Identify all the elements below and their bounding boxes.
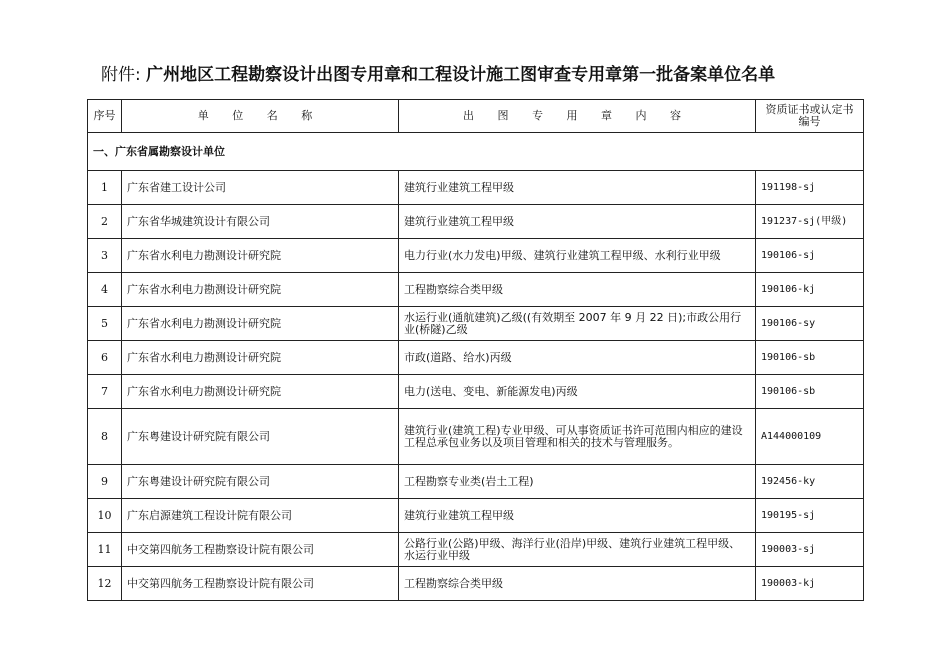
row-seq: 2 <box>88 205 122 239</box>
row-cert-number: 191198-sj <box>756 171 864 205</box>
row-unit-name: 广东启源建筑工程设计院有限公司 <box>122 499 399 533</box>
row-cert-number: 191237-sj(甲级) <box>756 205 864 239</box>
row-seq: 11 <box>88 533 122 567</box>
row-cert-number: 192456-ky <box>756 465 864 499</box>
row-cert-number: 190106-kj <box>756 273 864 307</box>
row-cert-number: 190195-sj <box>756 499 864 533</box>
header-seq: 序号 <box>88 100 122 133</box>
row-unit-name: 中交第四航务工程勘察设计院有限公司 <box>122 567 399 601</box>
table-row <box>88 307 864 341</box>
table-row <box>88 171 864 205</box>
row-stamp-content: 市政(道路、给水)丙级 <box>399 341 756 375</box>
table-row <box>88 533 864 567</box>
table-row <box>88 409 864 465</box>
row-seq: 8 <box>88 409 122 465</box>
row-cert-number: 190106-sb <box>756 341 864 375</box>
header-stamp-content: 出 图 专 用 章 内 容 <box>399 100 756 133</box>
row-cert-number: 190106-sb <box>756 375 864 409</box>
table-row <box>88 567 864 601</box>
row-unit-name: 广东省水利电力勘测设计研究院 <box>122 239 399 273</box>
row-seq: 9 <box>88 465 122 499</box>
table-row <box>88 239 864 273</box>
table-row <box>88 465 864 499</box>
table-row <box>88 375 864 409</box>
table-row <box>88 205 864 239</box>
row-cert-number: 190106-sj <box>756 239 864 273</box>
row-seq: 10 <box>88 499 122 533</box>
table-header-row <box>88 100 864 133</box>
table-row <box>88 341 864 375</box>
row-unit-name: 广东粤建设计研究院有限公司 <box>122 465 399 499</box>
row-stamp-content: 公路行业(公路)甲级、海洋行业(沿岸)甲级、建筑行业建筑工程甲级、水运行业甲级 <box>399 533 756 567</box>
row-seq: 3 <box>88 239 122 273</box>
row-stamp-content: 建筑行业(建筑工程)专业甲级、可从事资质证书许可范围内相应的建设工程总承包业务以及项目管理和相关的技术与管理服务。 <box>399 409 756 465</box>
row-cert-number: A144000109 <box>756 409 864 465</box>
row-cert-number: 190003-kj <box>756 567 864 601</box>
row-stamp-content: 电力(送电、变电、新能源发电)丙级 <box>399 375 756 409</box>
row-unit-name: 广东省水利电力勘测设计研究院 <box>122 341 399 375</box>
registration-table <box>87 99 864 601</box>
row-cert-number: 190106-sy <box>756 307 864 341</box>
title-main: 广州地区工程勘察设计出图专用章和工程设计施工图审查专用章第一批备案单位名单 <box>146 65 776 85</box>
row-stamp-content: 电力行业(水力发电)甲级、建筑行业建筑工程甲级、水利行业甲级 <box>399 239 756 273</box>
header-unit-name: 单 位 名 称 <box>122 100 399 133</box>
row-stamp-content: 建筑行业建筑工程甲级 <box>399 499 756 533</box>
row-stamp-content: 建筑行业建筑工程甲级 <box>399 171 756 205</box>
header-cert-number: 资质证书或认定书编号 <box>756 100 864 133</box>
row-unit-name: 中交第四航务工程勘察设计院有限公司 <box>122 533 399 567</box>
row-unit-name: 广东省水利电力勘测设计研究院 <box>122 375 399 409</box>
row-unit-name: 广东省水利电力勘测设计研究院 <box>122 273 399 307</box>
document-title <box>101 60 901 86</box>
row-seq: 1 <box>88 171 122 205</box>
row-stamp-content: 建筑行业建筑工程甲级 <box>399 205 756 239</box>
row-seq: 7 <box>88 375 122 409</box>
row-cert-number: 190003-sj <box>756 533 864 567</box>
section-heading: 一、广东省属勘察设计单位 <box>88 133 864 171</box>
table-row <box>88 499 864 533</box>
row-stamp-content: 工程勘察综合类甲级 <box>399 273 756 307</box>
title-prefix: 附件: <box>101 65 141 85</box>
row-stamp-content: 水运行业(通航建筑)乙级((有效期至 2007 年 9 月 22 日);市政公用行业(桥隧)乙级 <box>399 307 756 341</box>
row-unit-name: 广东粤建设计研究院有限公司 <box>122 409 399 465</box>
table-row <box>88 273 864 307</box>
section-row <box>88 133 864 171</box>
row-unit-name: 广东省华城建筑设计有限公司 <box>122 205 399 239</box>
row-seq: 4 <box>88 273 122 307</box>
row-unit-name: 广东省水利电力勘测设计研究院 <box>122 307 399 341</box>
row-unit-name: 广东省建工设计公司 <box>122 171 399 205</box>
row-seq: 12 <box>88 567 122 601</box>
row-seq: 6 <box>88 341 122 375</box>
row-stamp-content: 工程勘察专业类(岩土工程) <box>399 465 756 499</box>
row-seq: 5 <box>88 307 122 341</box>
row-stamp-content: 工程勘察综合类甲级 <box>399 567 756 601</box>
